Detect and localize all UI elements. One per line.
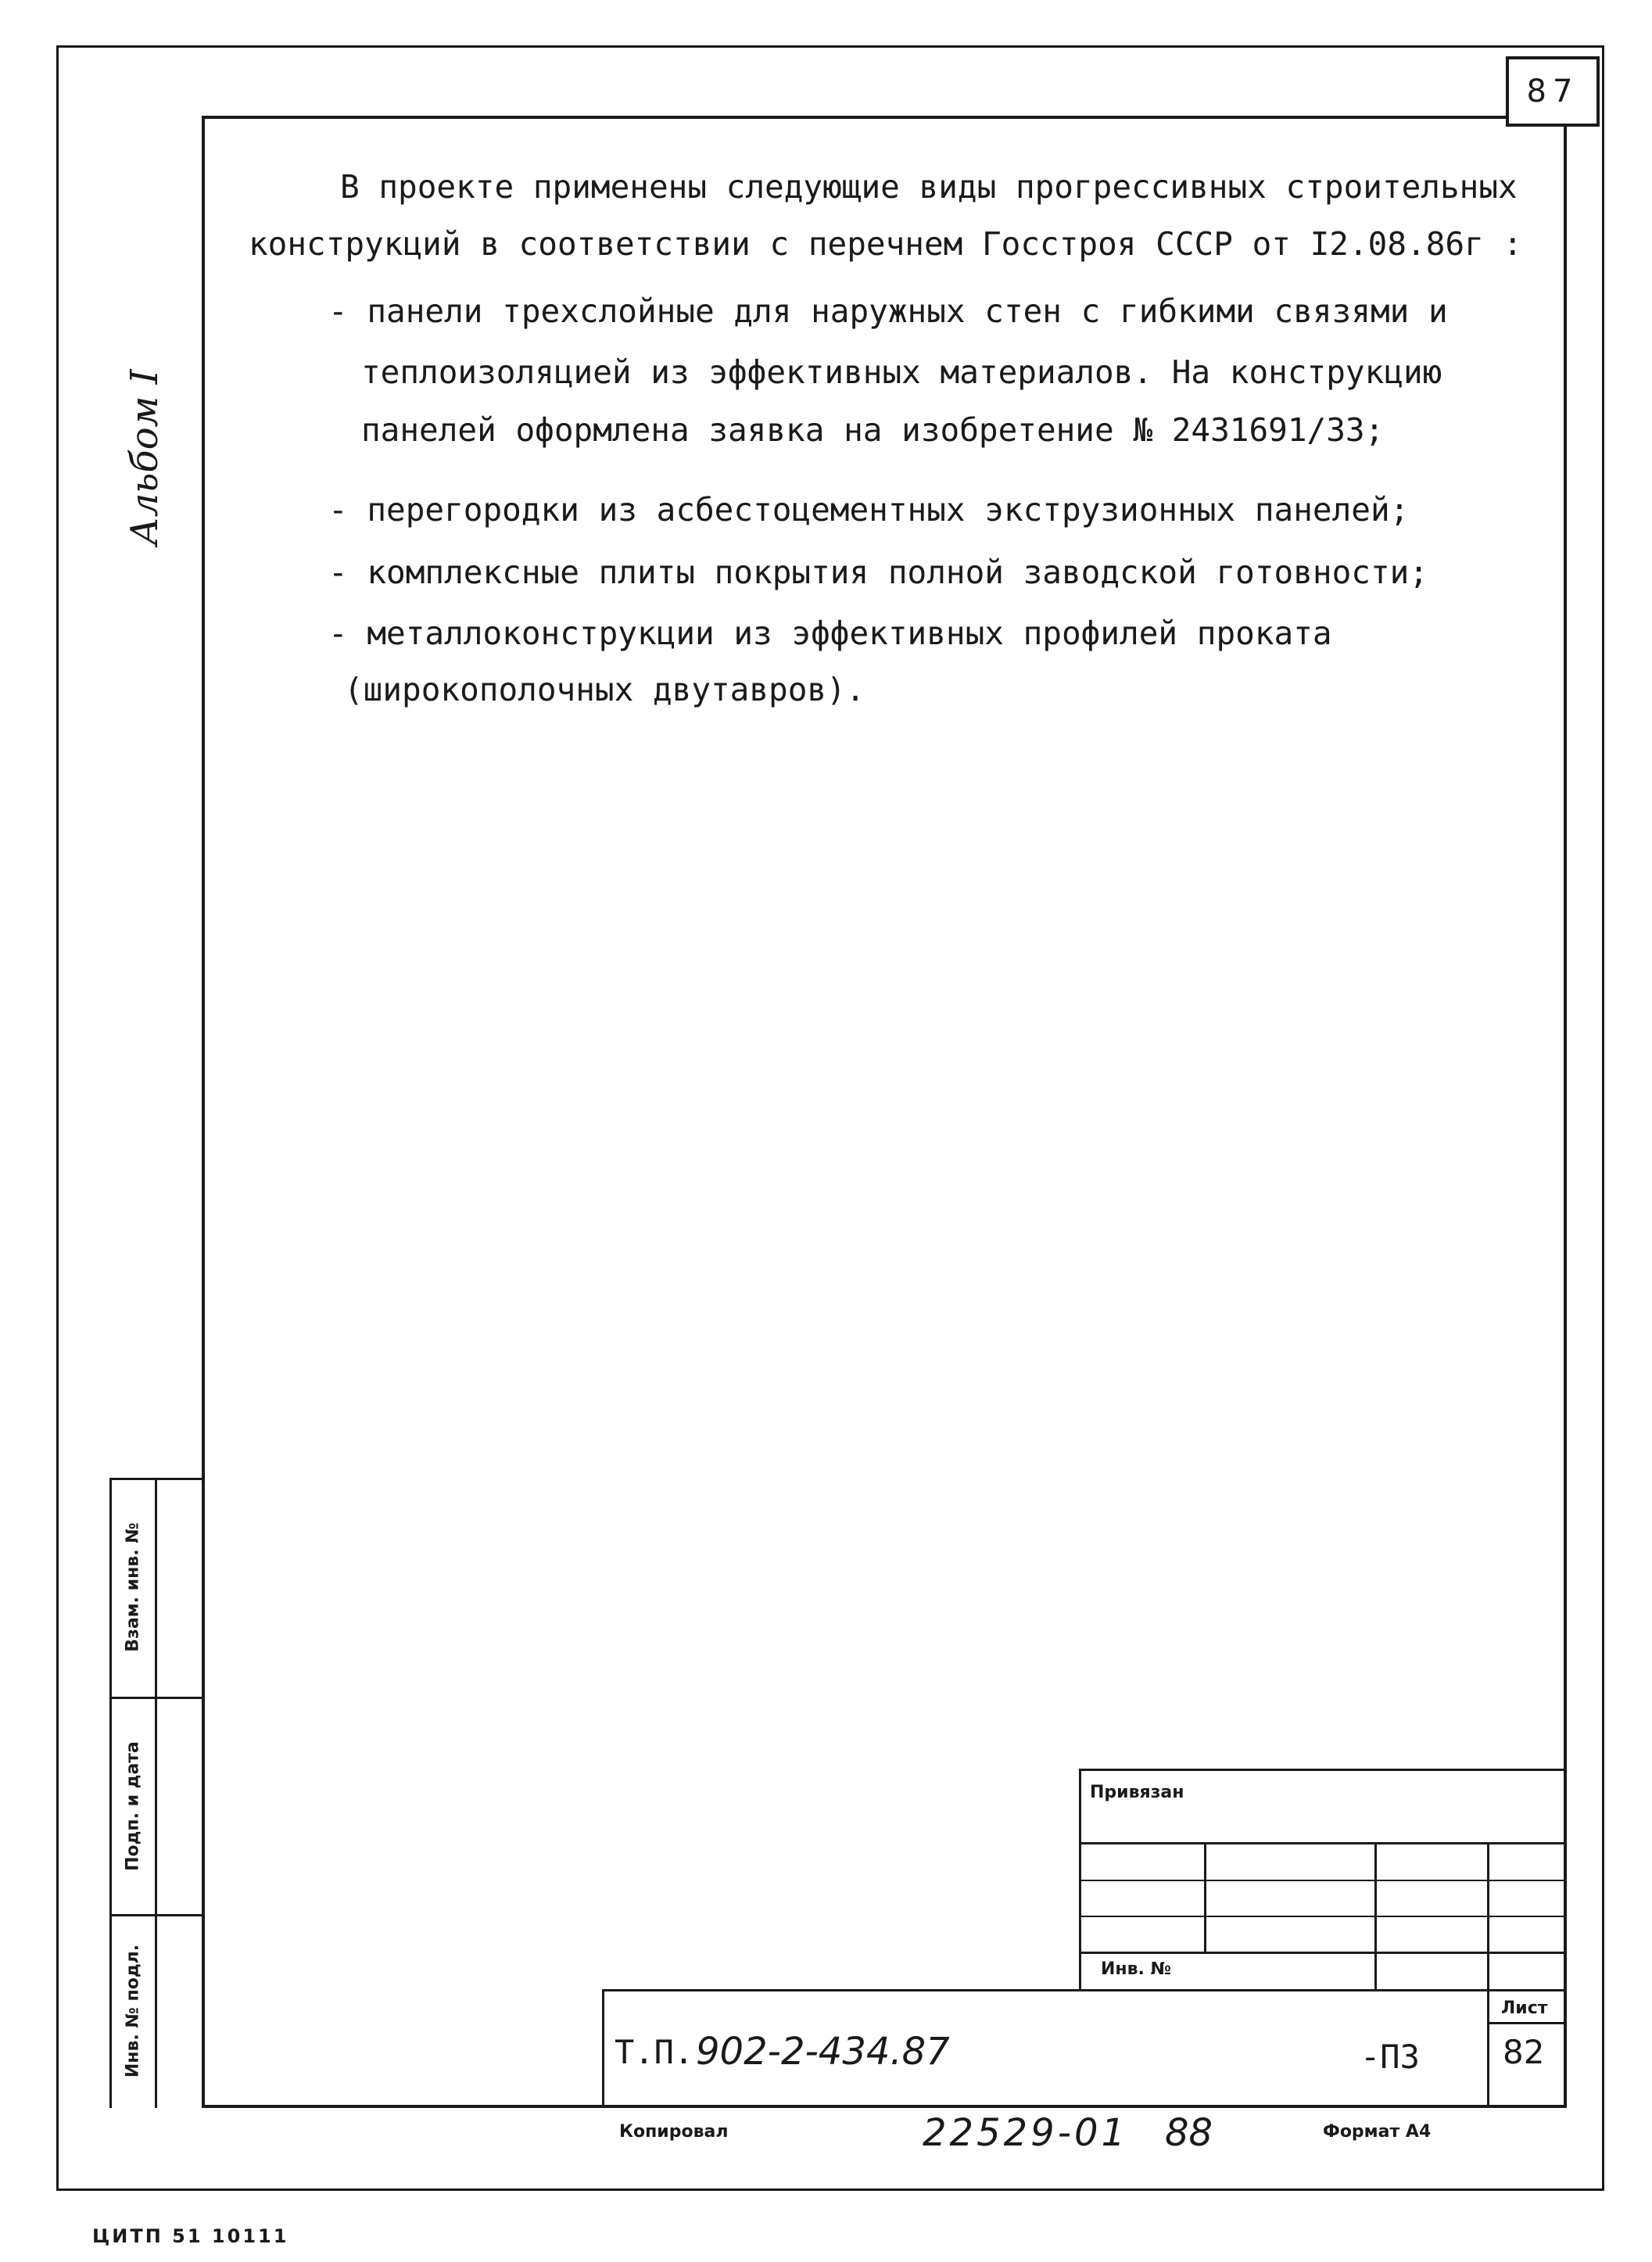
format-label: Формат А4 bbox=[1323, 2122, 1432, 2142]
copy-page: 88 bbox=[1165, 2111, 1213, 2155]
vzam-inv-label: Взам. инв. № bbox=[123, 1522, 143, 1652]
strip-line-3 bbox=[109, 1914, 203, 1916]
item-4-line-2: (широкополочных двутавров). bbox=[344, 671, 865, 708]
item-2: - перегородки из асбестоцементных экструзионных панелей; bbox=[328, 491, 1410, 529]
item-1-line-3: панелей оформлена заявка на изобретение № 2431691/33; bbox=[361, 411, 1385, 449]
kopiroval-label: Копировал bbox=[619, 2122, 729, 2142]
doc-suffix: -ПЗ bbox=[1360, 2038, 1420, 2076]
strip-line-mid bbox=[155, 1478, 157, 2108]
tb-row-line-1 bbox=[1079, 1842, 1567, 1844]
intro-line-2: конструкций в соответствии с перечнем Госстроя СССР от I2.08.86г : bbox=[249, 225, 1523, 263]
tb-row-line-4 bbox=[1079, 1952, 1567, 1954]
copy-number: 22529-01 bbox=[923, 2111, 1129, 2155]
tb-col-line-2 bbox=[1374, 1842, 1377, 1989]
tb-col-line-3 bbox=[1487, 1842, 1489, 1989]
privyazan-label: Привязан bbox=[1090, 1783, 1184, 1802]
tb-doc-top-line bbox=[602, 1989, 1567, 1991]
tb-doc-left-line bbox=[602, 1989, 604, 2108]
tb-list-left-line bbox=[1487, 1989, 1489, 2108]
inv-no-label: Инв. № bbox=[1101, 1959, 1172, 1979]
doc-number: 902-2-434.87 bbox=[696, 2030, 950, 2074]
item-1-line-2: теплоизоляцией из эффективных материалов. На конструкцию bbox=[361, 353, 1442, 391]
strip-line-2 bbox=[109, 1697, 203, 1699]
intro-line-1: В проекте применены следующие виды прогрессивных строительных bbox=[340, 168, 1518, 206]
tb-col-line-1 bbox=[1204, 1842, 1206, 1952]
item-4-line-1: - металлоконструкции из эффективных профилей проката bbox=[328, 615, 1332, 652]
doc-prefix: Т.П. bbox=[615, 2033, 694, 2071]
tb-list-divider bbox=[1487, 2022, 1567, 2024]
item-1-line-1: - панели трехслойные для наружных стен с гибкими связями и bbox=[328, 292, 1448, 330]
item-3: - комплексные плиты покрытия полной заводской готовности; bbox=[328, 554, 1428, 591]
tb-row-line-3 bbox=[1079, 1916, 1567, 1917]
inv-podl-label: Инв. № подл. bbox=[123, 1944, 143, 2078]
list-label: Лист bbox=[1501, 1999, 1548, 2018]
strip-line-outer bbox=[109, 1478, 112, 2108]
album-note: Альбом I bbox=[123, 369, 167, 546]
sheet-number: 87 bbox=[1506, 56, 1600, 127]
podp-data-label: Подп. и дата bbox=[123, 1741, 143, 1871]
strip-line-top bbox=[109, 1478, 203, 1480]
tb-row-line-2 bbox=[1079, 1880, 1567, 1881]
tb-top-line bbox=[1079, 1769, 1567, 1771]
tb-left-line bbox=[1079, 1769, 1081, 1989]
printer-code: ЦИТП 51 10111 bbox=[92, 2225, 289, 2247]
list-number: 82 bbox=[1503, 2033, 1545, 2071]
